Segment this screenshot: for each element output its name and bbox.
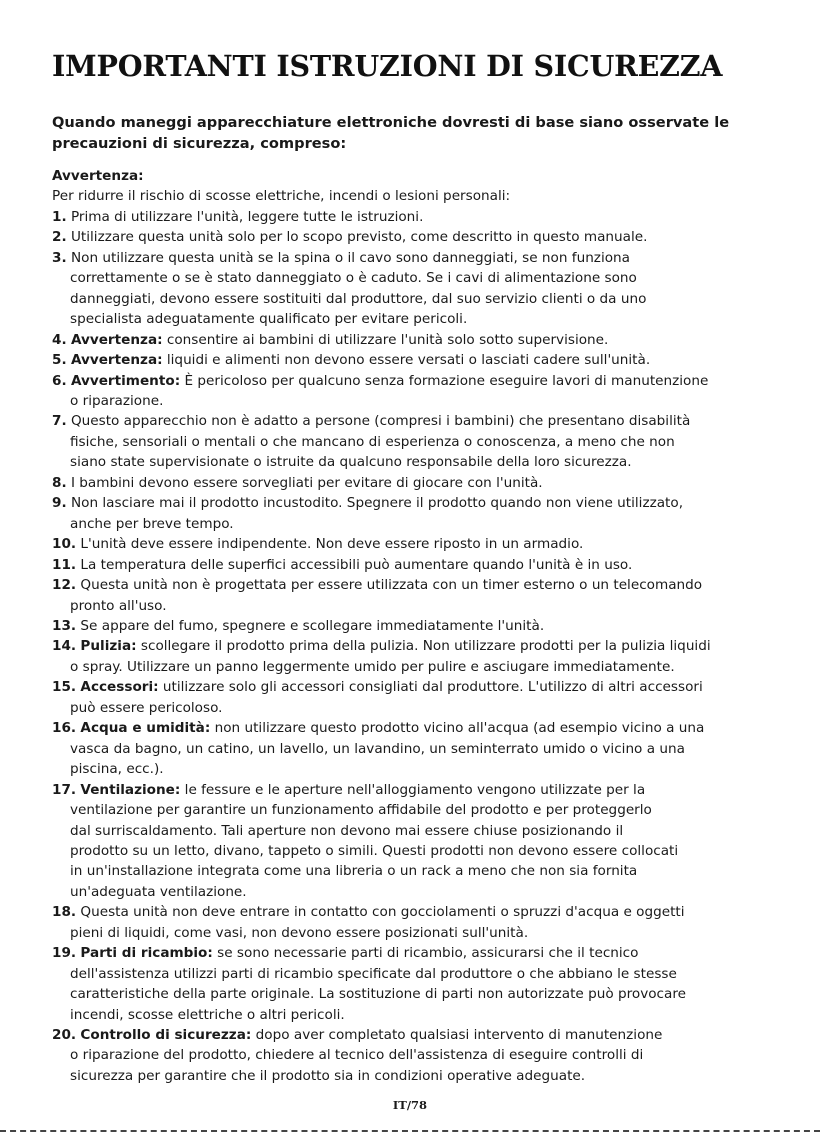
safety-rule-item (52, 636, 794, 677)
rule-number: 14. (52, 638, 77, 655)
safety-rule-item (52, 371, 794, 412)
rule-text: È pericoloso per qualcuno senza formazione eseguire lavori di manutenzione o riparazione. (70, 372, 709, 409)
rule-text: consentire ai bambini di utilizzare l'unità solo sotto supervisione. (162, 331, 609, 348)
rule-text: Non lasciare mai il prodotto incustodito. Spegnere il prodotto quando non viene utilizzato, anche per breve tempo. (70, 495, 684, 532)
safety-rule-item (52, 473, 794, 493)
rule-number: 3. (52, 249, 67, 266)
page-number: IT/78 (392, 1098, 428, 1112)
rule-number: 19. (52, 945, 77, 962)
rule-number: 20. (52, 1027, 77, 1044)
rule-text: Utilizzare questa unità solo per lo scopo previsto, come descritto in questo manuale. (70, 229, 648, 246)
safety-rules-list (52, 207, 794, 1086)
safety-rule-item (52, 555, 794, 575)
rule-text: se sono necessarie parti di ricambio, assicurarsi che il tecnico dell'assistenza utilizzi parti di ricambio specificate dal produttore o che abbiano le stesse caratteristiche della parte originale. La sostituzione di parti non autorizzate può provocare incendi, scosse elettriche o altri pericoli. (70, 945, 687, 1023)
rule-number: 10. (52, 536, 77, 553)
rule-number: 1. (52, 208, 67, 225)
rule-label: Avvertenza: (70, 352, 163, 369)
rule-label: Accessori: (80, 679, 159, 696)
rule-label: Acqua e umidità: (80, 720, 211, 737)
rule-number: 17. (52, 781, 77, 798)
rule-text: le fessure e le aperture nell'alloggiamento vengono utilizzate per la ventilazione per garantire un funzionamento affidabile del prodotto e per proteggerlo dal surriscaldamento. Tali aperture non devono mai essere chiuse posizionando il prodotto su un letto, divano, tappeto o simili. Questi prodotti non devono essere collocati in un'installazione integrata come una libreria o un rack a meno che non sia fornita un'adeguata ventilazione. (70, 781, 679, 900)
rule-number: 5. (52, 352, 67, 369)
safety-rule-item (52, 718, 794, 779)
rule-number: 4. (52, 331, 67, 348)
rule-text: Non utilizzare questa unità se la spina o il cavo sono danneggiati, se non funziona correttamente o se è stato danneggiato o è caduto. Se i cavi di alimentazione sono danneggiati, devono essere sostituiti dal produttore, dal suo servizio clienti o da uno specialista adeguatamente qualificato per evitare pericoli. (70, 249, 647, 328)
rule-text: Questa unità non è progettata per essere utilizzata con un timer esterno o un telecomando pronto all'uso. (70, 577, 703, 614)
rule-text: utilizzare solo gli accessori consigliati dal produttore. L'utilizzo di altri accessori può essere pericoloso. (70, 679, 703, 716)
safety-rule-item (52, 248, 794, 330)
safety-rule-item (52, 902, 794, 943)
rule-label: Ventilazione: (80, 781, 181, 798)
rule-label: Pulizia: (80, 638, 137, 655)
safety-rule-item (52, 534, 794, 554)
safety-rule-item (52, 350, 794, 370)
rule-number: 2. (52, 229, 67, 246)
intro-paragraph: Quando maneggi apparecchiature elettroniche dovresti di base siano osservate le precauzioni di sicurezza, compreso: (52, 114, 730, 152)
page-cut-line (0, 1130, 820, 1132)
rule-number: 11. (52, 556, 77, 573)
safety-rule-item (52, 207, 794, 227)
rule-text: Questa unità non deve entrare in contatto con gocciolamenti o spruzzi d'acqua e oggetti pieni di liquidi, come vasi, non devono essere posizionati sull'unità. (70, 904, 685, 941)
rule-text: scollegare il prodotto prima della pulizia. Non utilizzare prodotti per la pulizia liquidi o spray. Utilizzare un panno leggermente umido per pulire e asciugare immediatamente. (70, 638, 711, 675)
rule-label: Parti di ricambio: (80, 945, 213, 962)
rule-text: Se appare del fumo, spegnere e scollegare immediatamente l'unità. (80, 617, 545, 634)
safety-rule-item (52, 616, 794, 636)
rule-label: Controllo di sicurezza: (80, 1027, 252, 1044)
safety-rule-item (52, 780, 794, 903)
safety-rule-item (52, 227, 794, 247)
rule-number: 16. (52, 720, 77, 737)
rule-text: dopo aver completato qualsiasi intervento di manutenzione o riparazione del prodotto, chiedere al tecnico dell'assistenza di eseguire controlli di sicurezza per garantire che il prodotto sia in condizioni operative adeguate. (70, 1027, 663, 1084)
warning-heading: Avvertenza: (52, 168, 144, 184)
safety-rule-item (52, 1025, 794, 1086)
safety-rule-item (52, 677, 794, 718)
safety-rule-item (52, 330, 794, 350)
rule-label: Avvertimento: (70, 372, 181, 389)
rule-number: 8. (52, 474, 67, 491)
rule-number: 7. (52, 413, 67, 430)
page-title: IMPORTANTI ISTRUZIONI DI SICUREZZA (52, 49, 723, 83)
safety-rule-item (52, 493, 794, 534)
rule-text: I bambini devono essere sorvegliati per evitare di giocare con l'unità. (70, 474, 543, 491)
rule-text: liquidi e alimenti non devono essere versati o lasciati cadere sull'unità. (162, 352, 651, 369)
rule-text: Questo apparecchio non è adatto a persone (compresi i bambini) che presentano disabilità fisiche, sensoriali o mentali o che mancano di esperienza o conoscenza, a meno che non siano state supervisionate o istruite da qualcuno responsabile della loro sicurezza. (70, 413, 691, 471)
safety-rule-item (52, 575, 794, 616)
rule-text: La temperatura delle superfici accessibili può aumentare quando l'unità è in uso. (80, 556, 633, 573)
rule-number: 12. (52, 577, 77, 594)
rule-label: Avvertenza: (70, 331, 163, 348)
rule-number: 9. (52, 495, 67, 512)
rule-number: 6. (52, 372, 67, 389)
rule-text: non utilizzare questo prodotto vicino all'acqua (ad esempio vicino a una vasca da bagno, un catino, un lavello, un lavandino, un seminterrato umido o vicino a una piscina, ecc.). (70, 720, 705, 778)
warning-lead: Per ridurre il rischio di scosse elettriche, incendi o lesioni personali: (52, 188, 511, 205)
safety-rule-item (52, 411, 794, 472)
rule-text: Prima di utilizzare l'unità, leggere tutte le istruzioni. (70, 208, 424, 225)
safety-rule-item (52, 943, 794, 1025)
safety-section (52, 166, 794, 1086)
rule-number: 15. (52, 679, 77, 696)
rule-number: 13. (52, 617, 77, 634)
rule-text: L'unità deve essere indipendente. Non deve essere riposto in un armadio. (80, 536, 584, 553)
rule-number: 18. (52, 904, 77, 921)
